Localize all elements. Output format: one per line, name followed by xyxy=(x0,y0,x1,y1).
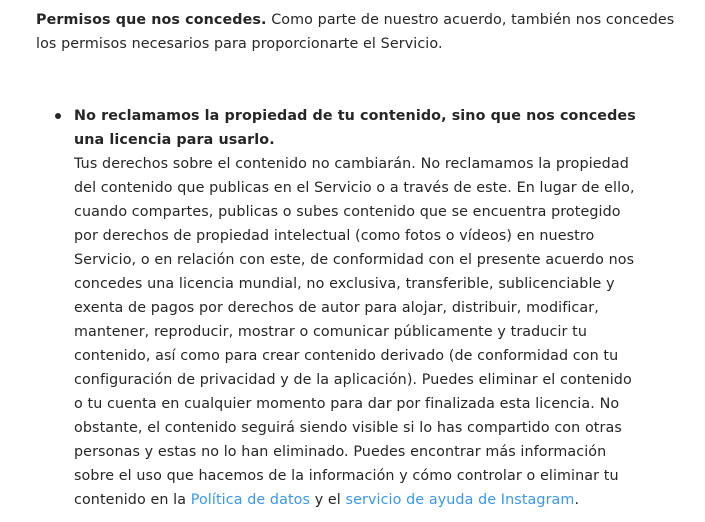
instagram-help-link[interactable]: servicio de ayuda de Instagram xyxy=(345,492,575,508)
intro-text: Como parte de nuestro acuerdo, también nos concedes los permisos necesarios para proporcionarte el Servicio. xyxy=(36,12,675,52)
bullet-body-connector: y el xyxy=(310,492,346,508)
bullet-icon xyxy=(55,113,61,119)
terms-bullet-list xyxy=(36,104,636,512)
bullet-body-text: Tus derechos sobre el contenido no cambiarán. No reclamamos la propiedad del contenido que publicas en el Servicio o a través de este. En lugar de ello, cuando compartes, publicas o subes contenido que se encuentra protegido por derechos de propiedad intelectual (como fotos o vídeos) en nuestro Servicio, o en relación con este, de conformidad con el presente acuerdo nos concedes una licencia mundial, no exclusiva, transferible, sublicenciable y exenta de pagos por derechos de autor para alojar, distribuir, modificar, mantener, reproducir, mostrar o comunicar públicamente y traducir tu contenido, así como para crear contenido derivado (de conformidad con tu configuración de privacidad y de la aplicación). Puedes eliminar el contenido o tu cuenta en cualquier momento para dar por finalizada esta licencia. No obstante, el contenido seguirá siendo visible si lo has compartido con otras personas y estas no lo han eliminado. Puedes encontrar más información sobre el uso que hacemos de la información y cómo controlar o eliminar tu contenido en la xyxy=(74,156,635,508)
bullet-body-end: . xyxy=(574,492,580,508)
bullet-heading: No reclamamos la propiedad de tu contenido, sino que nos concedes una licencia para usarlo. xyxy=(74,108,636,148)
list-item xyxy=(36,104,636,512)
intro-bold-lead: Permisos que nos concedes. xyxy=(36,12,267,28)
data-policy-link[interactable]: Política de datos xyxy=(190,492,311,508)
bullet-body xyxy=(74,152,636,512)
intro-paragraph xyxy=(36,8,696,56)
